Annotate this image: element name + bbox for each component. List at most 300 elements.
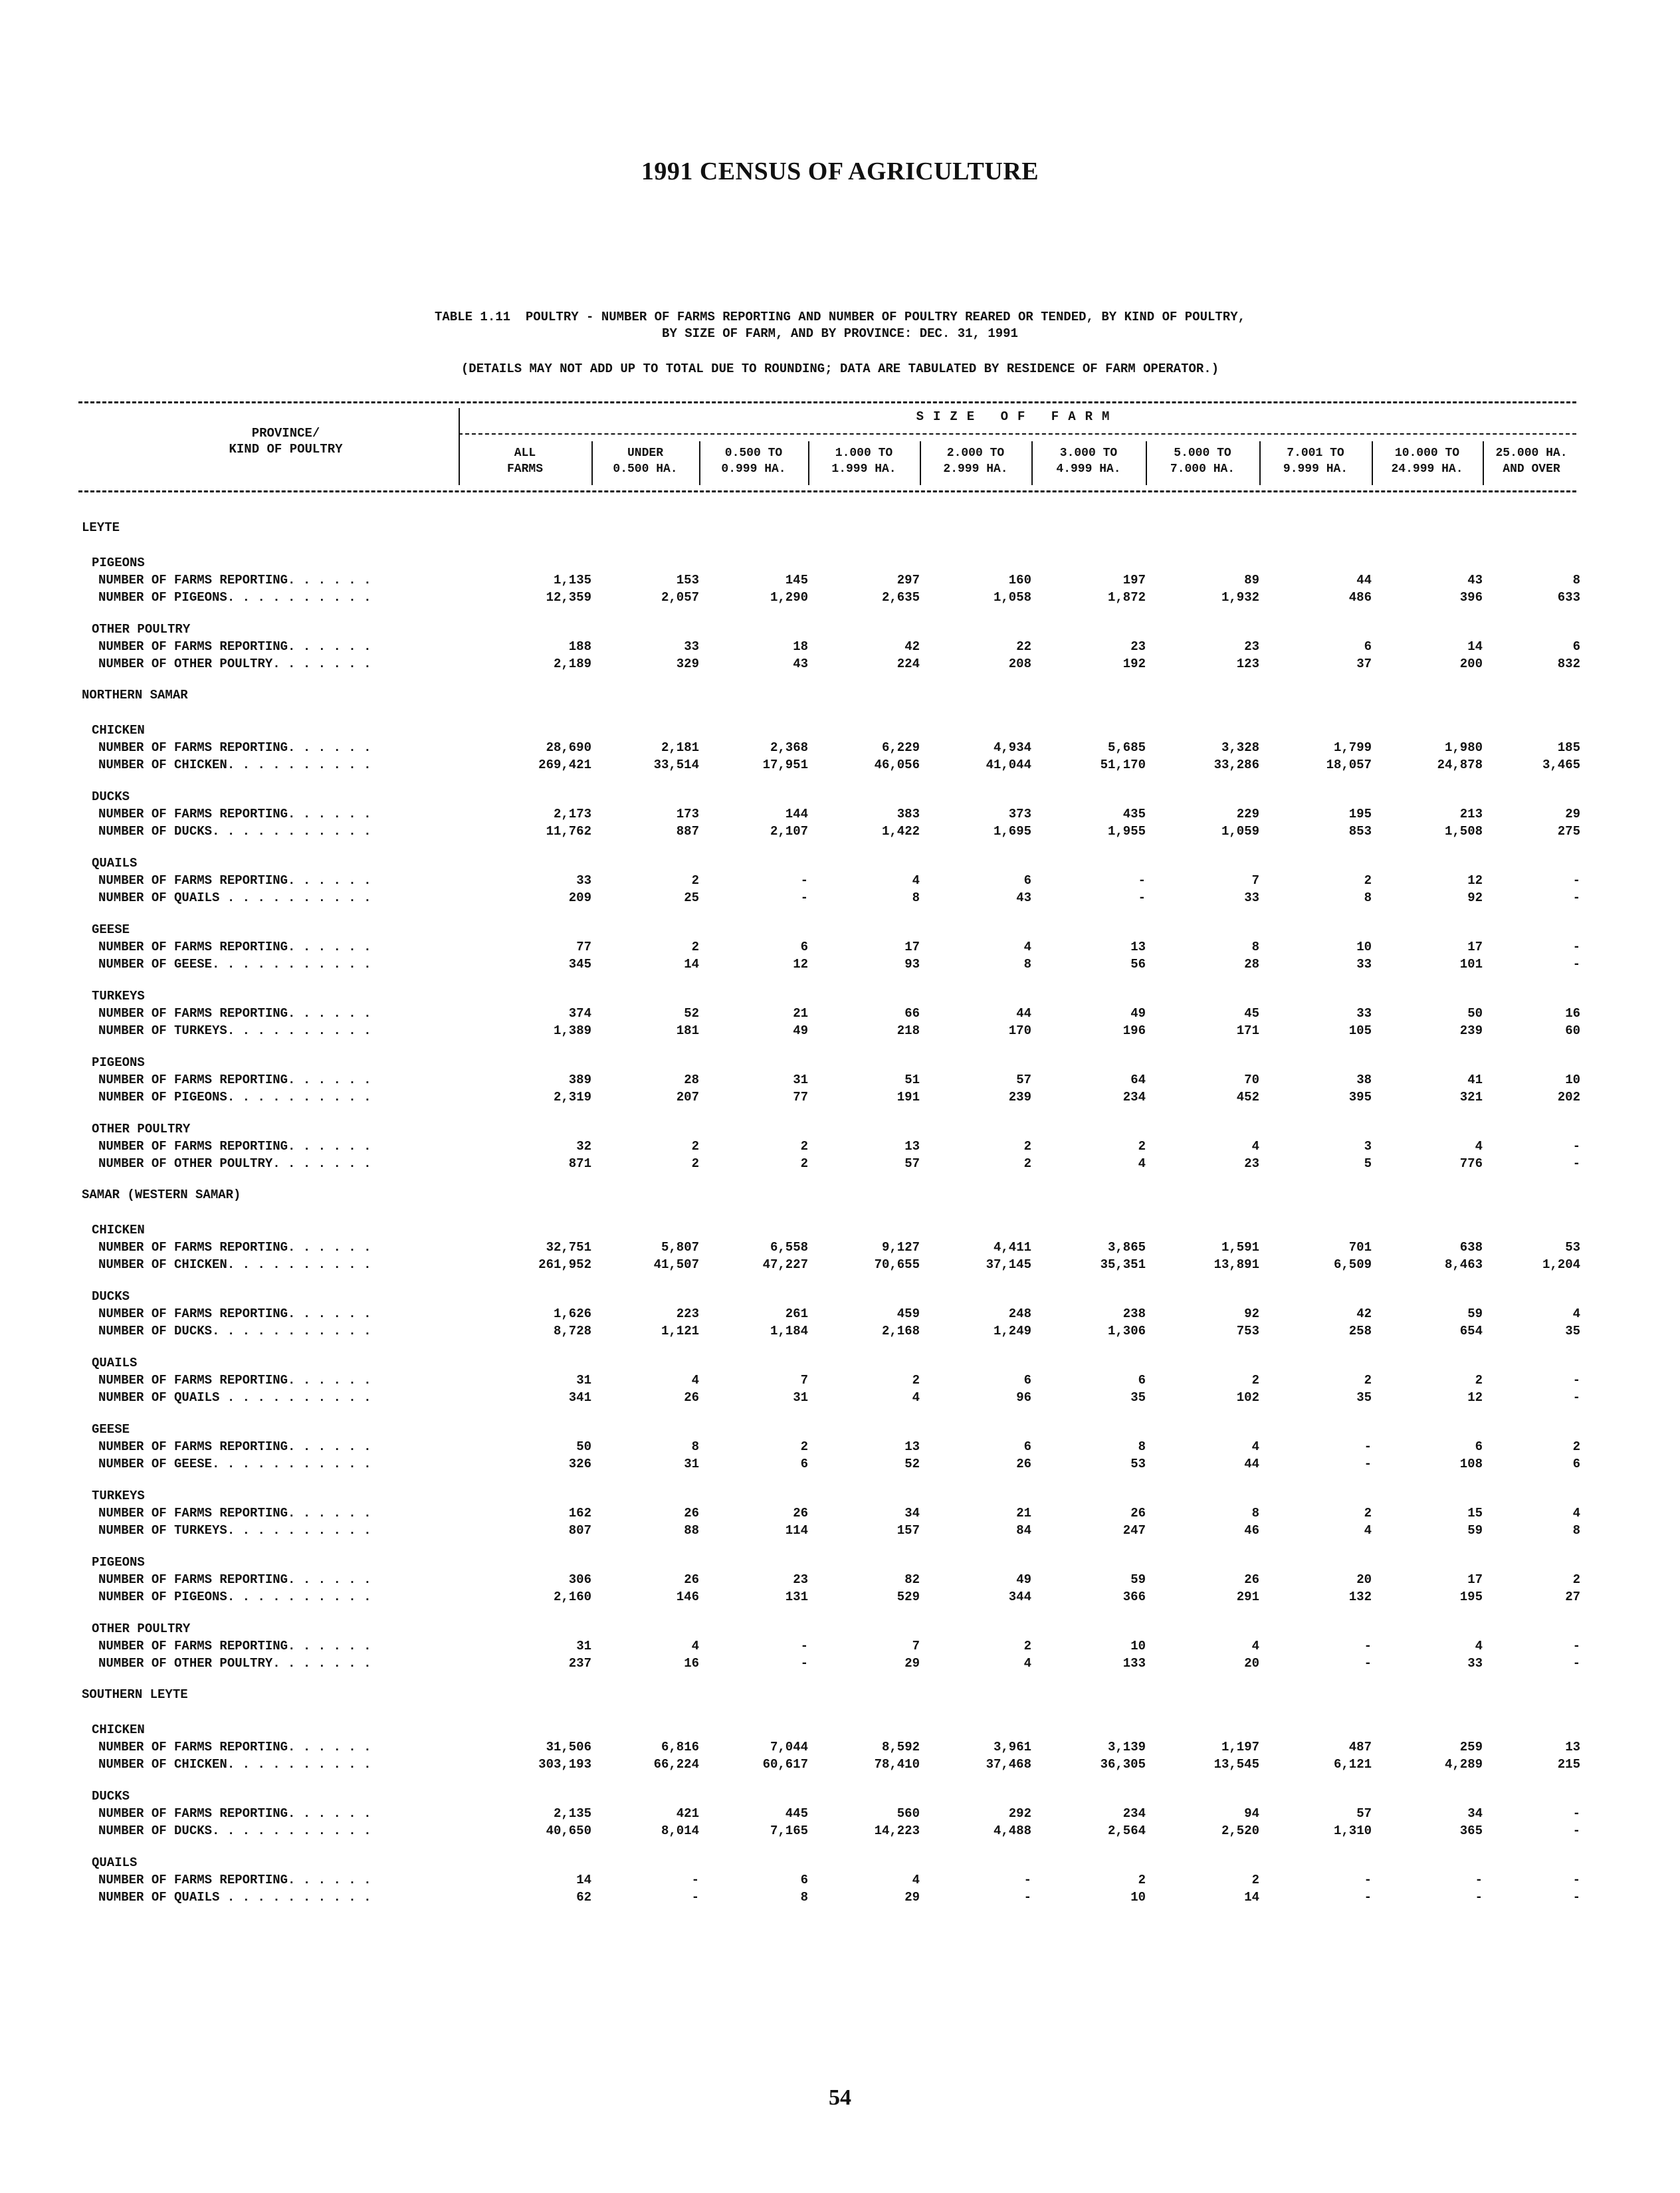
poultry-group (78, 1345, 1580, 1411)
table-cell: 23 (1244, 639, 1259, 654)
poultry-kind: CHICKEN (92, 1723, 145, 1737)
table-cell: 1,310 (1333, 1824, 1372, 1838)
table-cell: 34 (904, 1506, 920, 1520)
table-cell: - (800, 873, 808, 888)
table-cell: 4,934 (993, 740, 1031, 755)
table-cell: 16 (1565, 1006, 1580, 1021)
table-cell: 529 (896, 1590, 920, 1604)
table-cell: 24,878 (1437, 758, 1483, 772)
table-cell: 26 (1244, 1572, 1259, 1587)
table-row (78, 1138, 1580, 1155)
table-cell: 29 (904, 1656, 920, 1671)
row-label: NUMBER OF PIGEONS. . . . . . . . . . (98, 1090, 371, 1104)
table-row (78, 1089, 1580, 1106)
table-caption-line2: BY SIZE OF FARM, AND BY PROVINCE: DEC. 31, 1991 (662, 326, 1018, 341)
table-cell: 2 (1364, 1373, 1372, 1388)
table-cell: - (1572, 890, 1580, 905)
table-cell: 43 (1467, 573, 1483, 587)
table-cell: 435 (1122, 807, 1146, 821)
table-cell: 35 (1565, 1324, 1580, 1338)
table-cell: 29 (904, 1890, 920, 1905)
table-cell: 17,951 (762, 758, 808, 772)
table-cell: - (1364, 1639, 1372, 1653)
table-cell: 31 (576, 1639, 591, 1653)
table-cell: 12,359 (546, 590, 591, 605)
table-cell: 26 (684, 1572, 699, 1587)
table-cell: 248 (1008, 1306, 1031, 1321)
table-cell: 8,728 (553, 1324, 591, 1338)
table-cell: 3,328 (1221, 740, 1259, 755)
province-name: SAMAR (WESTERN SAMAR) (82, 1188, 241, 1202)
table-cell: 7 (912, 1639, 920, 1653)
table-row (78, 1389, 1580, 1406)
table-cell: 13,891 (1213, 1257, 1259, 1272)
table-cell: 1,422 (881, 824, 920, 839)
table-cell: 258 (1348, 1324, 1372, 1338)
table-cell: 202 (1557, 1090, 1580, 1104)
table-cell: 2 (1364, 873, 1372, 888)
table-cell: 7 (1251, 873, 1259, 888)
table-cell: 5 (1364, 1156, 1372, 1171)
table-cell: 35 (1130, 1390, 1146, 1405)
table-cell: 374 (568, 1006, 591, 1021)
table-cell: 8,463 (1444, 1257, 1483, 1272)
table-cell: 70,655 (874, 1257, 920, 1272)
table-cell: 35,351 (1100, 1257, 1146, 1272)
table-cell: 37,145 (986, 1257, 1031, 1272)
table-cell: 1,508 (1444, 824, 1483, 839)
table-cell: 191 (896, 1090, 920, 1104)
column-header (459, 445, 591, 477)
row-label: NUMBER OF OTHER POULTRY. . . . . . . (98, 1656, 371, 1671)
poultry-kind: TURKEYS (92, 989, 145, 1003)
table-cell: 145 (785, 573, 808, 587)
table-cell: 2 (691, 873, 699, 888)
table-cell: 102 (1236, 1390, 1259, 1405)
table-cell: 1,058 (993, 590, 1031, 605)
table-top-rule (78, 401, 1576, 403)
table-cell: 3,961 (993, 1740, 1031, 1754)
table-row (78, 1655, 1580, 1672)
table-cell: 2 (800, 1156, 808, 1171)
table-cell: 16 (684, 1656, 699, 1671)
table-cell: 33 (576, 873, 591, 888)
row-label: NUMBER OF FARMS REPORTING. . . . . . (98, 1373, 371, 1388)
table-body (78, 510, 1580, 1911)
table-cell: 17 (1467, 1572, 1483, 1587)
table-cell: 4 (1475, 1639, 1483, 1653)
table-row (78, 1438, 1580, 1455)
table-cell: 52 (684, 1006, 699, 1021)
table-cell: 123 (1236, 657, 1259, 671)
table-cell: 445 (785, 1806, 808, 1821)
table-row (78, 1738, 1580, 1756)
table-cell: - (1364, 1656, 1372, 1671)
table-cell: 66 (904, 1006, 920, 1021)
table-cell: 2,520 (1221, 1824, 1259, 1838)
column-header (920, 445, 1031, 477)
table-cell: 8 (912, 890, 920, 905)
table-cell: 14 (684, 957, 699, 972)
row-label: NUMBER OF DUCKS. . . . . . . . . . . (98, 1324, 371, 1338)
poultry-kind: TURKEYS (92, 1489, 145, 1503)
table-cell: 4 (1475, 1139, 1483, 1154)
poultry-kind: PIGEONS (92, 556, 145, 570)
row-label: NUMBER OF OTHER POULTRY. . . . . . . (98, 1156, 371, 1171)
table-cell: - (800, 890, 808, 905)
table-cell: 238 (1122, 1306, 1146, 1321)
table-cell: 6 (1138, 1373, 1146, 1388)
stub-header (120, 425, 452, 457)
table-row (78, 1588, 1580, 1606)
table-cell: 13 (1130, 940, 1146, 954)
poultry-group (78, 1212, 1580, 1279)
table-cell: 26 (793, 1506, 808, 1520)
table-cell: 144 (785, 807, 808, 821)
table-row (78, 756, 1580, 774)
column-divider (808, 441, 809, 485)
table-cell: 181 (676, 1023, 699, 1038)
table-cell: 64 (1130, 1073, 1146, 1087)
column-divider (1031, 441, 1033, 485)
table-cell: 1,184 (770, 1324, 808, 1338)
table-cell: 41,507 (653, 1257, 699, 1272)
table-row (78, 1571, 1580, 1588)
row-label: NUMBER OF QUAILS . . . . . . . . . . (98, 1890, 371, 1905)
table-cell: 208 (1008, 657, 1031, 671)
table-cell: - (691, 1873, 699, 1887)
table-cell: - (1572, 1806, 1580, 1821)
table-cell: 6 (800, 940, 808, 954)
table-cell: 33 (1356, 1006, 1372, 1021)
table-cell: 218 (896, 1023, 920, 1038)
table-cell: 2 (1572, 1572, 1580, 1587)
table-cell: 57 (1016, 1073, 1031, 1087)
table-cell: 345 (568, 957, 591, 972)
table-cell: 173 (676, 807, 699, 821)
table-cell: 162 (568, 1506, 591, 1520)
row-label: NUMBER OF FARMS REPORTING. . . . . . (98, 1806, 371, 1821)
table-cell: 92 (1467, 890, 1483, 905)
table-cell: 224 (896, 657, 920, 671)
table-cell: 94 (1244, 1806, 1259, 1821)
table-cell: 1,059 (1221, 824, 1259, 839)
province-name: LEYTE (82, 520, 120, 535)
row-label: NUMBER OF FARMS REPORTING. . . . . . (98, 639, 371, 654)
poultry-group (78, 1611, 1580, 1677)
table-cell: 31 (684, 1457, 699, 1471)
table-cell: 239 (1008, 1090, 1031, 1104)
table-cell: - (691, 1890, 699, 1905)
table-cell: 31 (576, 1373, 591, 1388)
table-cell: 43 (1016, 890, 1031, 905)
table-cell: 6 (800, 1873, 808, 1887)
table-row (78, 1305, 1580, 1322)
table-cell: 70 (1244, 1073, 1259, 1087)
table-cell: 4,411 (993, 1240, 1031, 1255)
column-divider (699, 441, 700, 485)
table-cell: 23 (1130, 639, 1146, 654)
size-header-rule (459, 433, 1576, 435)
table-cell: 49 (1130, 1006, 1146, 1021)
table-cell: 303,193 (538, 1757, 591, 1772)
column-header (1372, 445, 1483, 477)
table-cell: 326 (568, 1457, 591, 1471)
table-cell: 6,509 (1333, 1257, 1372, 1272)
table-cell: 853 (1348, 824, 1372, 839)
table-cell: 4 (1023, 940, 1031, 954)
table-cell: 4 (1251, 1439, 1259, 1454)
poultry-group (78, 978, 1580, 1045)
table-cell: 209 (568, 890, 591, 905)
table-cell: 59 (1467, 1306, 1483, 1321)
row-label: NUMBER OF QUAILS . . . . . . . . . . (98, 890, 371, 905)
table-row (78, 805, 1580, 823)
row-label: NUMBER OF CHICKEN. . . . . . . . . . (98, 1757, 371, 1772)
table-cell: 4 (1364, 1523, 1372, 1538)
table-cell: 2,173 (553, 807, 591, 821)
row-label: NUMBER OF FARMS REPORTING. . . . . . (98, 1439, 371, 1454)
table-cell: 146 (676, 1590, 699, 1604)
table-cell: 2 (1572, 1439, 1580, 1454)
table-cell: - (1572, 1890, 1580, 1905)
table-cell: 396 (1459, 590, 1483, 605)
row-label: NUMBER OF DUCKS. . . . . . . . . . . (98, 824, 371, 839)
table-cell: 341 (568, 1390, 591, 1405)
table-cell: 887 (676, 824, 699, 839)
table-row (78, 1822, 1580, 1839)
table-cell: 26 (684, 1506, 699, 1520)
table-cell: 3,465 (1542, 758, 1580, 772)
table-cell: 41,044 (986, 758, 1031, 772)
table-cell: 14 (1467, 639, 1483, 654)
table-cell: 871 (568, 1156, 591, 1171)
table-cell: - (1023, 1890, 1031, 1905)
row-label: NUMBER OF QUAILS . . . . . . . . . . (98, 1390, 371, 1405)
table-cell: 654 (1459, 1324, 1483, 1338)
table-cell: 29 (1565, 807, 1580, 821)
poultry-group (78, 1544, 1580, 1611)
poultry-kind: QUAILS (92, 1356, 138, 1370)
table-cell: 6 (1023, 873, 1031, 888)
table-cell: - (1572, 1824, 1580, 1838)
table-cell: 234 (1122, 1090, 1146, 1104)
row-label: NUMBER OF FARMS REPORTING. . . . . . (98, 1240, 371, 1255)
table-cell: 25 (684, 890, 699, 905)
table-cell: 1,955 (1107, 824, 1146, 839)
table-cell: 27 (1565, 1590, 1580, 1604)
table-cell: 2,160 (553, 1590, 591, 1604)
table-cell: 7,165 (770, 1824, 808, 1838)
table-row (78, 1372, 1580, 1389)
table-cell: 23 (1244, 1156, 1259, 1171)
table-cell: 78,410 (874, 1757, 920, 1772)
table-cell: 42 (904, 639, 920, 654)
table-cell: 38 (1356, 1073, 1372, 1087)
column-header-line2: 9.999 HA. (1283, 463, 1348, 476)
poultry-kind: DUCKS (92, 789, 130, 804)
table-row (78, 1322, 1580, 1340)
table-note: (DETAILS MAY NOT ADD UP TO TOTAL DUE TO ROUNDING; DATA ARE TABULATED BY RESIDENCE OF FARM OPERATOR.) (461, 362, 1219, 376)
page-number: 54 (829, 2085, 851, 2110)
poultry-group (78, 912, 1580, 978)
table-cell: 4 (1572, 1306, 1580, 1321)
table-cell: 1,932 (1221, 590, 1259, 605)
column-header-line1: 7.001 TO (1287, 447, 1344, 460)
table-cell: 213 (1459, 807, 1483, 821)
table-cell: 4,289 (1444, 1757, 1483, 1772)
row-label: NUMBER OF GEESE. . . . . . . . . . . (98, 957, 371, 972)
table-cell: 131 (785, 1590, 808, 1604)
table-cell: - (1364, 1873, 1372, 1887)
column-header (1031, 445, 1146, 477)
table-cell: 2 (1023, 1639, 1031, 1653)
table-cell: 8 (1251, 940, 1259, 954)
table-cell: - (800, 1656, 808, 1671)
table-cell: 2,368 (770, 740, 808, 755)
column-divider (1146, 441, 1147, 485)
column-divider (1372, 441, 1373, 485)
table-cell: 4 (691, 1373, 699, 1388)
table-cell: - (1138, 873, 1146, 888)
table-cell: 7,044 (770, 1740, 808, 1754)
table-cell: - (1475, 1873, 1483, 1887)
table-cell: 49 (793, 1023, 808, 1038)
table-cell: 13 (1565, 1740, 1580, 1754)
table-cell: 171 (1236, 1023, 1259, 1038)
table-cell: 1,980 (1444, 740, 1483, 755)
table-cell: 188 (568, 639, 591, 654)
table-cell: 8 (1251, 1506, 1259, 1520)
table-cell: 17 (1467, 940, 1483, 954)
stub-header-line1: PROVINCE/ (251, 426, 320, 441)
table-cell: 11,762 (546, 824, 591, 839)
table-cell: 12 (1467, 1390, 1483, 1405)
table-cell: 1,249 (993, 1324, 1031, 1338)
poultry-group (78, 1778, 1580, 1845)
province-name: SOUTHERN LEYTE (82, 1687, 188, 1702)
table-cell: 1,121 (661, 1324, 699, 1338)
table-cell: 37 (1356, 657, 1372, 671)
table-cell: 101 (1459, 957, 1483, 972)
table-cell: 633 (1557, 590, 1580, 605)
table-cell: - (1138, 890, 1146, 905)
table-cell: 1,591 (1221, 1240, 1259, 1255)
table-cell: 269,421 (538, 758, 591, 772)
table-cell: 62 (576, 1890, 591, 1905)
table-cell: 36,305 (1100, 1757, 1146, 1772)
table-cell: 2 (800, 1139, 808, 1154)
table-cell: 170 (1008, 1023, 1031, 1038)
table-cell: 2 (1023, 1139, 1031, 1154)
table-cell: 1,799 (1333, 740, 1372, 755)
row-label: NUMBER OF FARMS REPORTING. . . . . . (98, 1139, 371, 1154)
row-label: NUMBER OF FARMS REPORTING. . . . . . (98, 740, 371, 755)
table-cell: 2 (1364, 1506, 1372, 1520)
table-cell: 21 (1016, 1506, 1031, 1520)
row-label: NUMBER OF PIGEONS. . . . . . . . . . (98, 1590, 371, 1604)
table-row (78, 572, 1580, 589)
table-cell: 13,545 (1213, 1757, 1259, 1772)
table-cell: 4 (1251, 1139, 1259, 1154)
row-label: NUMBER OF FARMS REPORTING. . . . . . (98, 1306, 371, 1321)
poultry-group (78, 712, 1580, 779)
table-cell: 4 (1572, 1506, 1580, 1520)
size-of-farm-header: SIZE OF FARM (916, 409, 1119, 424)
table-cell: 33 (1244, 890, 1259, 905)
row-label: NUMBER OF OTHER POULTRY. . . . . . . (98, 657, 371, 671)
table-cell: 373 (1008, 807, 1031, 821)
table-cell: 43 (793, 657, 808, 671)
table-cell: 132 (1348, 1590, 1372, 1604)
table-cell: 195 (1348, 807, 1372, 821)
column-header-line2: 0.500 HA. (613, 463, 678, 476)
table-cell: 46,056 (874, 758, 920, 772)
table-cell: 47,227 (762, 1257, 808, 1272)
row-label: NUMBER OF FARMS REPORTING. . . . . . (98, 1506, 371, 1520)
table-cell: 8 (800, 1890, 808, 1905)
table-row (78, 938, 1580, 956)
table-cell: 6 (1023, 1439, 1031, 1454)
column-header-line1: UNDER (627, 447, 663, 460)
table-cell: 3,139 (1107, 1740, 1146, 1754)
table-cell: 1,872 (1107, 590, 1146, 605)
table-cell: 77 (576, 940, 591, 954)
table-cell: 215 (1557, 1757, 1580, 1772)
table-cell: 6,121 (1333, 1757, 1372, 1772)
table-cell: 20 (1356, 1572, 1372, 1587)
table-cell: 6,558 (770, 1240, 808, 1255)
table-cell: 8 (1364, 890, 1372, 905)
table-row (78, 1889, 1580, 1906)
table-cell: 17 (904, 940, 920, 954)
table-cell: 82 (904, 1572, 920, 1587)
table-cell: 15 (1467, 1506, 1483, 1520)
poultry-group (78, 1411, 1580, 1478)
table-cell: 2,107 (770, 824, 808, 839)
table-cell: 1,135 (553, 573, 591, 587)
table-cell: 37,468 (986, 1757, 1031, 1772)
row-label: NUMBER OF GEESE. . . . . . . . . . . (98, 1457, 371, 1471)
table-cell: 33,514 (653, 758, 699, 772)
table-cell: - (1572, 957, 1580, 972)
table-cell: 49 (1016, 1572, 1031, 1587)
column-header-line2: AND OVER (1503, 463, 1560, 476)
table-cell: 297 (896, 573, 920, 587)
table-cell: 14,223 (874, 1824, 920, 1838)
table-cell: 28 (684, 1073, 699, 1087)
table-cell: 44 (1244, 1457, 1259, 1471)
table-cell: 2 (691, 1139, 699, 1154)
table-cell: 487 (1348, 1740, 1372, 1754)
table-cell: 50 (1467, 1006, 1483, 1021)
table-cell: 1,389 (553, 1023, 591, 1038)
table-cell: 2 (800, 1439, 808, 1454)
table-row (78, 589, 1580, 606)
table-cell: 8,592 (881, 1740, 920, 1754)
table-cell: 8 (1138, 1439, 1146, 1454)
table-row (78, 1256, 1580, 1273)
table-row (78, 956, 1580, 973)
table-cell: 4 (691, 1639, 699, 1653)
table-cell: 6 (1572, 1457, 1580, 1471)
page-title: 1991 CENSUS OF AGRICULTURE (641, 157, 1039, 185)
column-header-line2: 0.999 HA. (721, 463, 786, 476)
row-label: NUMBER OF PIGEONS. . . . . . . . . . (98, 590, 371, 605)
table-cell: 196 (1122, 1023, 1146, 1038)
row-label: NUMBER OF CHICKEN. . . . . . . . . . (98, 1257, 371, 1272)
column-header-line2: 4.999 HA. (1056, 463, 1121, 476)
